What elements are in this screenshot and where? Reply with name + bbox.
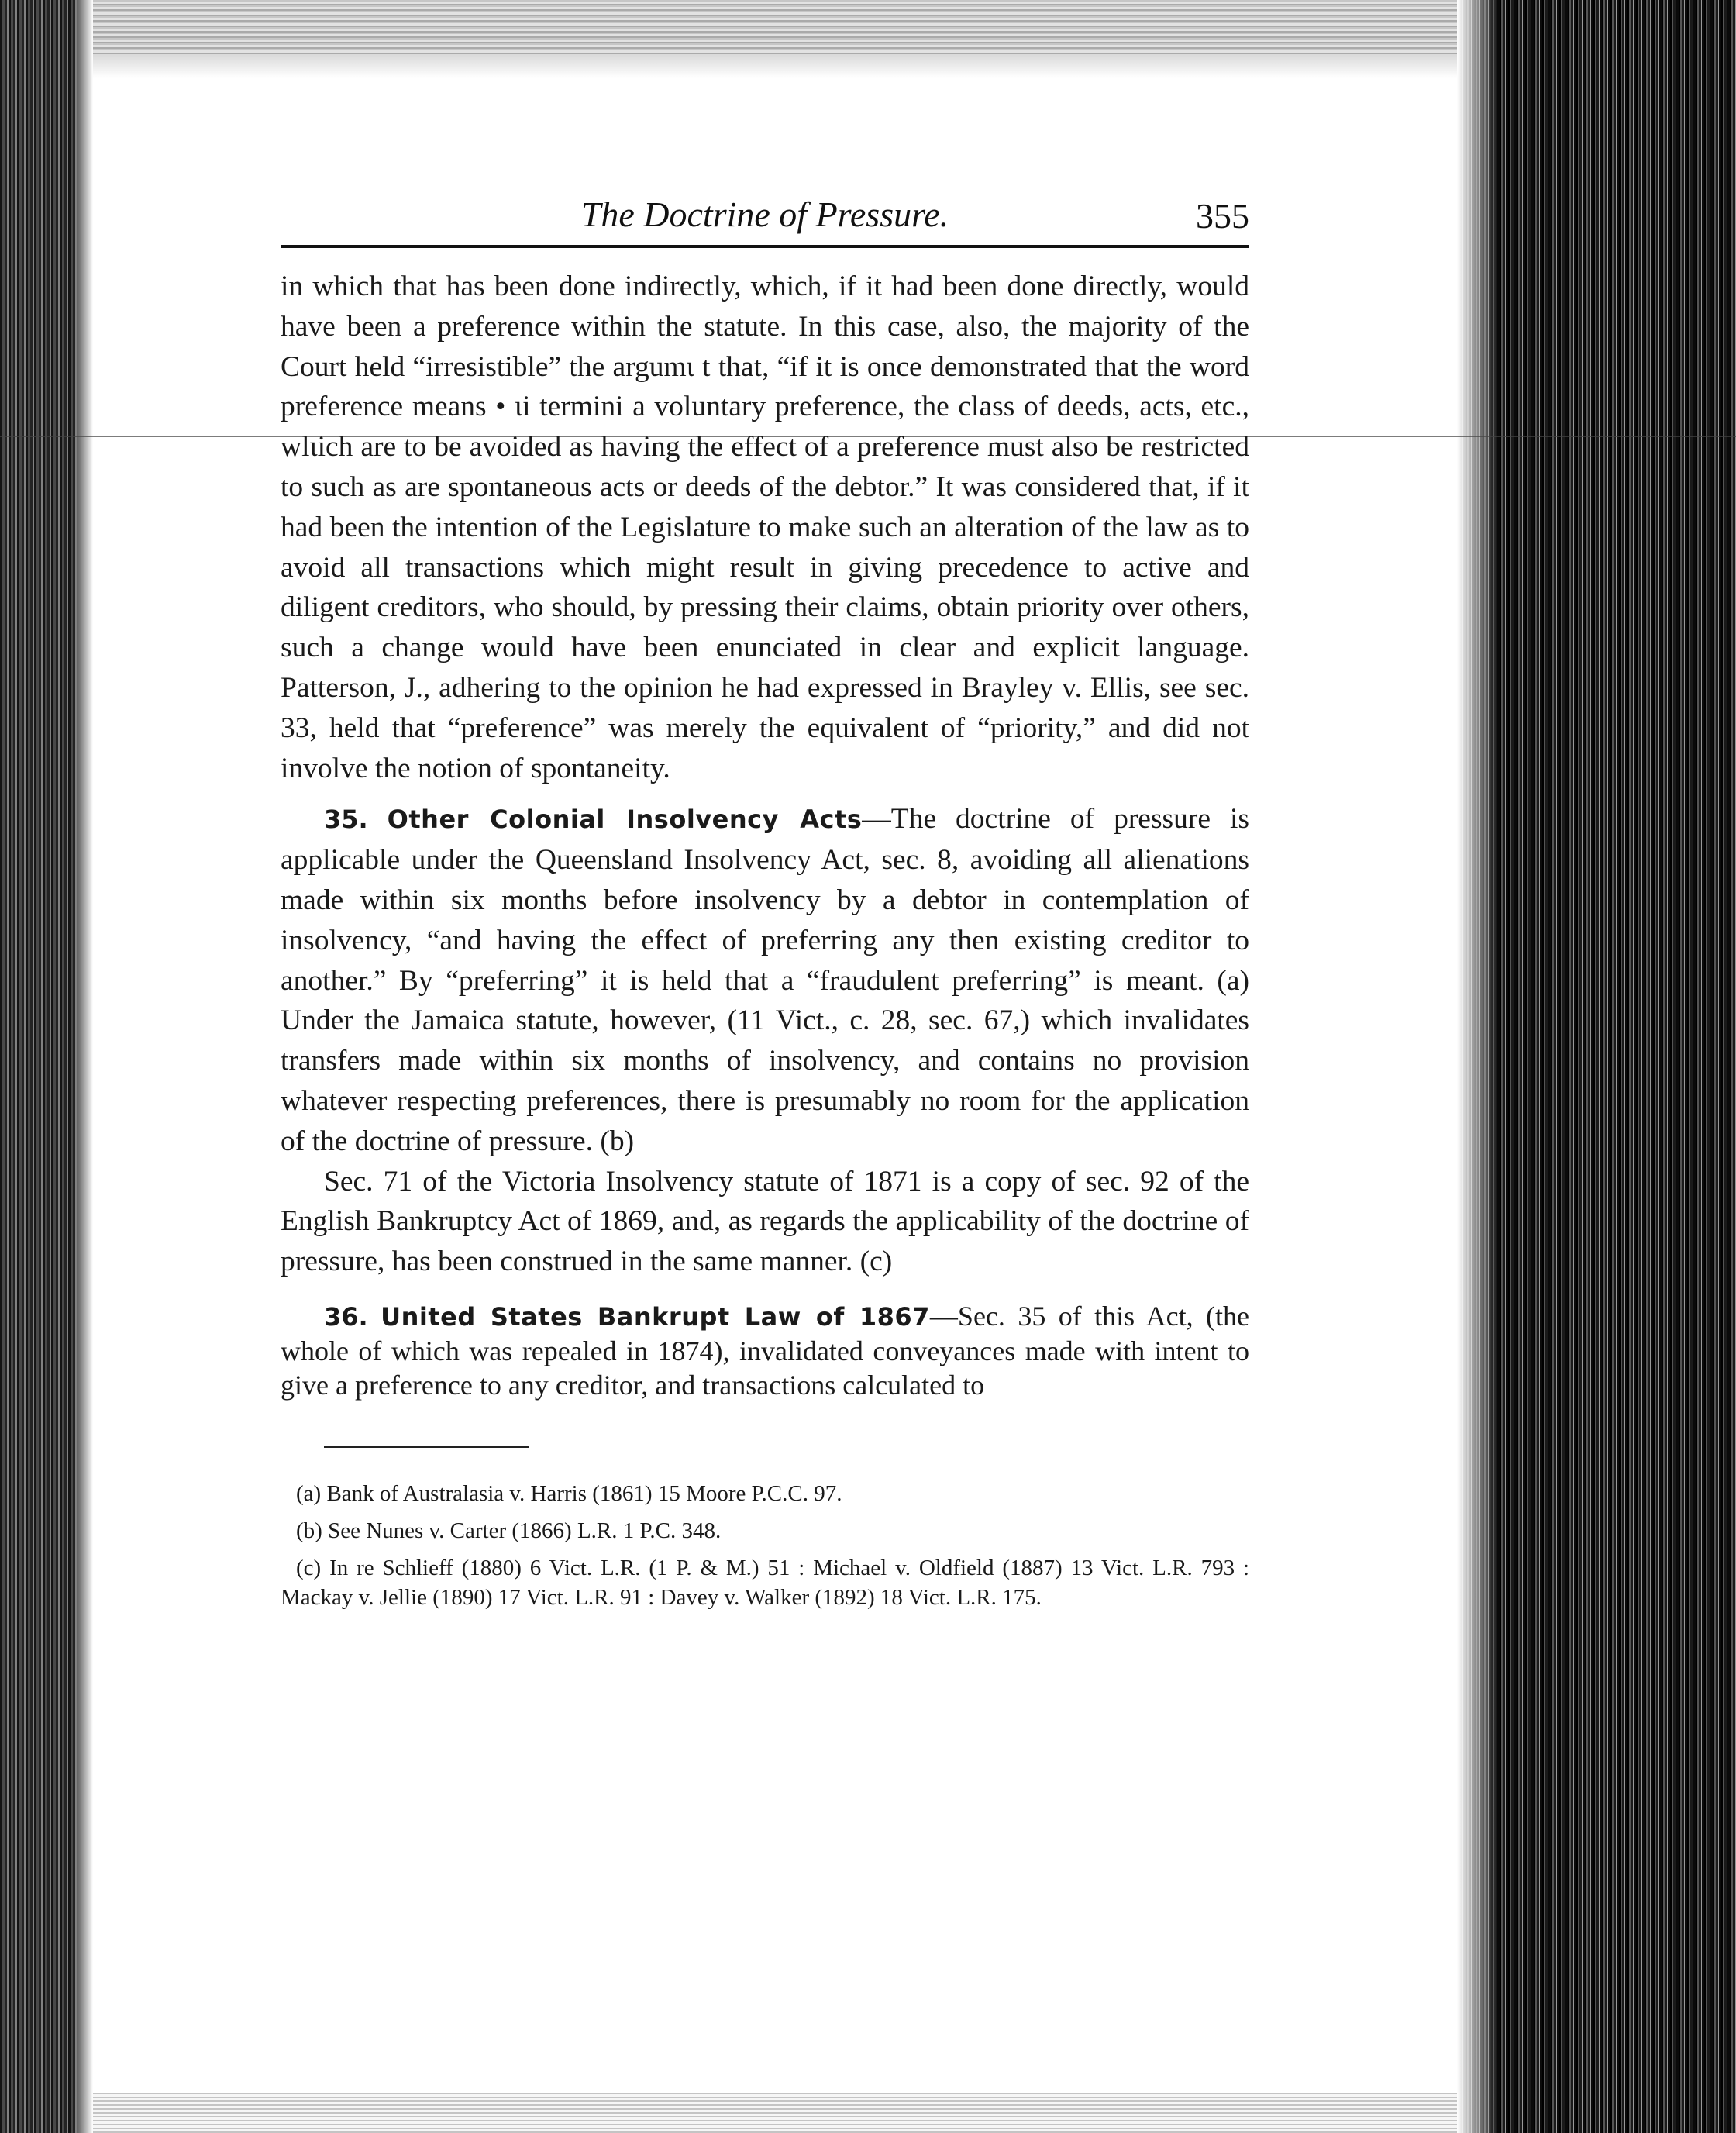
scan-left-edge <box>0 0 93 2133</box>
section-35-text: —The doctrine of pressure is applicable under the Queensland Insolvency Act, sec. 8, avoiding all alienations made within six months before insolvency by a debtor in contemplation of insolvency, “and having the effect of preferring any then existing creditor to another.” By “preferring” it is held that a “fraudulent preferring” is meant. (a) Under the Jamaica statute, however, (11 Vict., c. 28, sec. 67,) which invalidates transfers made within six months of insolvency, and contains no provision whatever respecting preferences, there is presumably no room for the application of the doctrine of pressure. (b) <box>281 803 1249 1157</box>
footnote-b-text: See Nunes v. Carter (1866) L.R. 1 P.C. 348. <box>328 1518 722 1543</box>
footnote-b <box>281 1516 1249 1545</box>
running-head-title: The Doctrine of Pressure. <box>580 195 949 234</box>
footnote-a-text: Bank of Australasia v. Harris (1861) 15 Moore P.C.C. 97. <box>326 1480 842 1506</box>
footnote-b-mark: (b) <box>296 1518 322 1543</box>
section-36 <box>281 1299 1249 1402</box>
section-36-text: —Sec. 35 of this Act, (the whole of which was repealed in 1874), invalidated conveyances made with intent to give a preference to any creditor, and transactions calculated to <box>281 1300 1250 1401</box>
book-page <box>281 194 1249 1620</box>
scan-right-edge <box>1457 0 1736 2133</box>
section-35 <box>281 799 1249 1161</box>
footnote-a-mark: (a) <box>296 1480 322 1506</box>
footnote-c <box>281 1553 1249 1612</box>
scan-bottom-edge <box>93 2093 1457 2133</box>
running-head <box>281 194 1249 248</box>
section-36-heading: United States Bankrupt Law of 1867 <box>381 1301 930 1332</box>
footnote-rule <box>324 1446 529 1448</box>
paragraph-victoria-statute: Sec. 71 of the Victoria Insolvency statute of 1871 is a copy of sec. 92 of the English Bankruptcy Act of 1869, and, as regards the applicability of the doctrine of pressure, has been construed in the same manner. (c) <box>281 1165 1249 1278</box>
scan-top-edge <box>93 0 1457 54</box>
footnote-a <box>281 1479 1249 1508</box>
section-35-number: 35. <box>324 805 368 835</box>
footnote-c-mark: (c) <box>296 1555 322 1580</box>
body-text <box>281 267 1249 1402</box>
footnotes <box>281 1479 1249 1612</box>
paragraph-continuation: in which that has been done indirectly, which, if it had been done directly, would have been a preference within the statute. In this case, also, the majority of the Court held “irresistible” the argumɩ t that, “if it is once demonstrated that the word preference means • ɩi termini a voluntary preference, the class of deeds, acts, etc., wlɩich are to be avoided as having the effect of a preference must also be restricted to such as are spontaneous acts or deeds of the debtor.” It was considered that, if it had been the intention of the Legislature to make such an alteration of the law as to avoid all transactions which might result in giving precedence to active and diligent creditors, who should, by pressing their claims, obtain priority over others, such a change would have been enunciated in clear and explicit language. Patterson, J., adhering to the opinion he had expressed in Brayley v. Ellis, see sec. 33, held that “preference” was merely the equivalent of “priority,” and did not involve the notion of spontaneity. <box>281 271 1249 784</box>
footnote-c-text: In re Schlieff (1880) 6 Vict. L.R. (1 P. & M.) 51 : Michael v. Oldfield (1887) 13 Vict. L.R. 793 : Mackay v. Jellie (1890) 17 Vict. L.R. 91 : Davey v. Walker (1892) 18 Vict. L.R. 175. <box>281 1555 1250 1610</box>
section-36-number: 36. <box>324 1301 368 1332</box>
section-35-heading: Other Colonial Insolvency Acts <box>387 805 863 835</box>
page-number: 355 <box>1196 196 1249 236</box>
